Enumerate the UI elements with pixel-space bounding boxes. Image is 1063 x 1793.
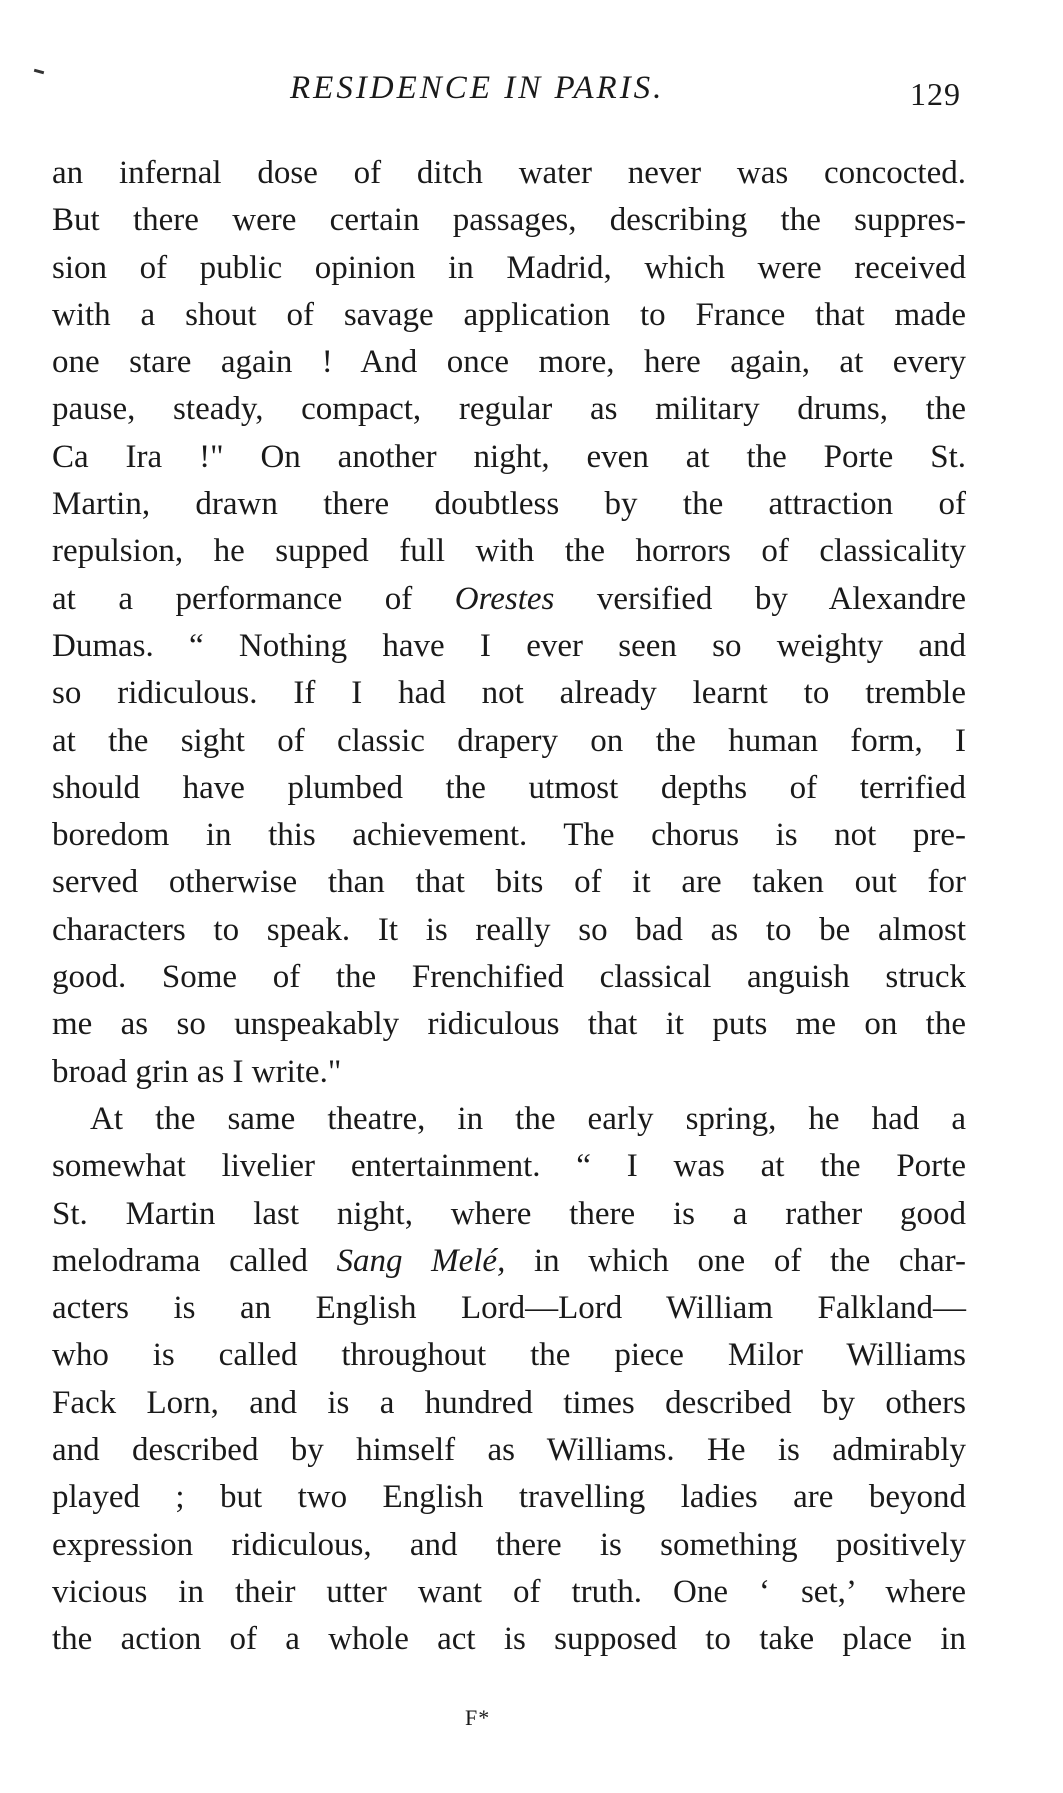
text-line: me as so unspeakably ridiculous that it puts me on the bbox=[52, 1006, 966, 1043]
text-line: one stare again ! And once more, here again, at every bbox=[52, 344, 966, 381]
text-line: so ridiculous. If I had not already learnt to tremble bbox=[52, 675, 966, 712]
orestes-before: at a performance of bbox=[52, 580, 455, 617]
text-line: who is called throughout the piece Milor Williams bbox=[52, 1337, 966, 1374]
text-line: vicious in their utter want of truth. One ‘ set,’ where bbox=[52, 1573, 966, 1610]
running-title: RESIDENCE IN PARIS. bbox=[290, 70, 665, 106]
text-line: pause, steady, compact, regular as military drums, the bbox=[52, 391, 966, 428]
text-line: at the sight of classic drapery on the human form, I bbox=[52, 722, 966, 759]
body-text bbox=[52, 150, 966, 1664]
text-line: expression ridiculous, and there is something positively bbox=[52, 1526, 966, 1563]
text-line: Ca Ira !" On another night, even at the Porte St. bbox=[52, 438, 966, 475]
running-head bbox=[0, 70, 1063, 114]
text-line: and described by himself as Williams. He is admirably bbox=[52, 1432, 966, 1469]
text-line: should have plumbed the utmost depths of terrified bbox=[52, 769, 966, 806]
text-line-sang-mele bbox=[52, 1238, 966, 1285]
orestes-after: versified by Alexandre bbox=[554, 580, 966, 617]
play-title-sang-mele: Sang Melé, bbox=[336, 1242, 506, 1279]
text-line: the action of a whole act is supposed to take place in bbox=[52, 1621, 966, 1658]
text-line: acters is an English Lord—Lord William Falkland— bbox=[52, 1290, 966, 1327]
text-line: good. Some of the Frenchified classical anguish struck bbox=[52, 959, 966, 996]
text-line: sion of public opinion in Madrid, which were received bbox=[52, 249, 966, 286]
text-line: St. Martin last night, where there is a rather good bbox=[52, 1195, 966, 1232]
text-line: Martin, drawn there doubtless by the attraction of bbox=[52, 486, 966, 523]
signature-mark: F* bbox=[465, 1705, 491, 1730]
page-number: 129 bbox=[910, 76, 961, 112]
text-line: repulsion, he supped full with the horrors of classicality bbox=[52, 533, 966, 570]
text-line: somewhat livelier entertainment. “ I was at the Porte bbox=[52, 1148, 966, 1185]
text-line-orestes bbox=[52, 576, 966, 623]
sang-after: in which one of the char- bbox=[505, 1242, 966, 1279]
text-line: served otherwise than that bits of it are taken out for bbox=[52, 864, 966, 901]
sang-before: melodrama called bbox=[52, 1242, 337, 1279]
text-line: Fack Lorn, and is a hundred times described by others bbox=[52, 1384, 966, 1421]
text-line: At the same theatre, in the early spring, he had a bbox=[90, 1100, 966, 1137]
text-line: with a shout of savage application to France that made bbox=[52, 296, 966, 333]
text-line: Dumas. “ Nothing have I ever seen so weighty and bbox=[52, 627, 966, 664]
text-line: characters to speak. It is really so bad as to be almost bbox=[52, 911, 966, 948]
text-line: broad grin as I write." bbox=[52, 1053, 342, 1090]
text-line: boredom in this achievement. The chorus is not pre- bbox=[52, 817, 966, 854]
play-title-orestes: Orestes bbox=[454, 580, 555, 617]
text-line: But there were certain passages, describing the suppres- bbox=[52, 202, 966, 239]
text-line: an infernal dose of ditch water never was concocted. bbox=[52, 155, 966, 191]
text-line: played ; but two English travelling ladies are beyond bbox=[52, 1479, 966, 1516]
